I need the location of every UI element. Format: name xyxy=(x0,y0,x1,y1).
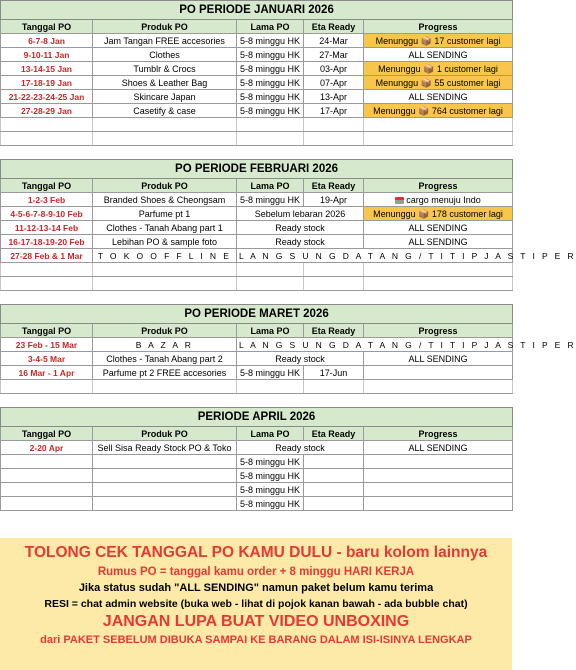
po-date: 13-14-15 Jan xyxy=(1,62,93,76)
lama-po: 5-8 minggu HK xyxy=(237,193,304,207)
lama-po: 5-8 minggu HK xyxy=(237,34,304,48)
blank-row xyxy=(1,132,513,146)
lama-po: 5-8 minggu HK xyxy=(237,76,304,90)
product: Clothes - Tanah Abang part 1 xyxy=(93,221,237,235)
lama-po: 5-8 minggu HK xyxy=(237,48,304,62)
product: Casetify & case xyxy=(93,104,237,118)
eta-merged: Ready stock xyxy=(237,441,364,455)
notice-formula: Rumus PO = tanggal kamu order + 8 minggu HARI KERJA xyxy=(97,566,415,578)
eta-ready: 27-Mar xyxy=(304,48,364,62)
table-row xyxy=(1,221,513,235)
table-row xyxy=(1,193,513,207)
table-row xyxy=(1,455,513,469)
progress-status: ALL SENDING xyxy=(364,235,513,249)
lama-po: 5-8 minggu HK xyxy=(237,469,304,483)
header-row: Tanggal PO Produk PO Lama PO Eta Ready Progress xyxy=(1,179,513,193)
progress-status: ALL SENDING xyxy=(364,221,513,235)
progress-status: Menunggu 📦 764 customer lagi xyxy=(364,104,513,118)
progress-status: cargo menuju Indo xyxy=(364,193,513,207)
section-title-februari: PO PERIODE FEBRUARI 2026 xyxy=(1,160,513,179)
notice-resi: RESI = chat admin website (buka web - lihat di pojok kanan bawah - ada bubble chat) xyxy=(44,598,468,610)
notice-unboxing-detail: dari PAKET SEBELUM DIBUKA SAMPAI KE BARANG DALAM ISI-ISINYA LENGKAP xyxy=(40,634,472,646)
merged-note: L A N G S U N G D A T A N G / T I T I P J A S T I P E R xyxy=(237,338,513,352)
notice-status: Jika status sudah "ALL SENDING" namun paket belum kamu terima xyxy=(78,582,434,594)
po-date: 6-7-8 Jan xyxy=(1,34,93,48)
progress-status: ALL SENDING xyxy=(364,441,513,455)
notice-unboxing: JANGAN LUPA BUAT VIDEO UNBOXING xyxy=(102,613,410,630)
product: Tumblr & Crocs xyxy=(93,62,237,76)
progress-status: Menunggu 📦 1 customer lagi xyxy=(364,62,513,76)
eta-merged: Ready stock xyxy=(237,352,364,366)
table-row xyxy=(1,34,513,48)
product: Jam Tangan FREE accesories xyxy=(93,34,237,48)
product: Sell Sisa Ready Stock PO & Toko xyxy=(93,441,237,455)
table-row xyxy=(1,104,513,118)
header-row: Tanggal PO Produk PO Lama PO Eta Ready Progress xyxy=(1,324,513,338)
truck-icon xyxy=(395,197,404,204)
notice-footer xyxy=(0,538,512,670)
blank-row xyxy=(1,118,513,132)
table-row xyxy=(1,90,513,104)
lama-po: 5-8 minggu HK xyxy=(237,62,304,76)
product: Shoes & Leather Bag xyxy=(93,76,237,90)
table-row xyxy=(1,338,513,352)
product: Clothes xyxy=(93,48,237,62)
progress-status: ALL SENDING xyxy=(364,352,513,366)
eta-merged: Sebelum lebaran 2026 xyxy=(237,207,364,221)
blank-row xyxy=(1,380,513,394)
po-date: 16 Mar - 1 Apr xyxy=(1,366,93,380)
product: Skincare Japan xyxy=(93,90,237,104)
lama-po: 5-8 minggu HK xyxy=(237,90,304,104)
po-date: 4-5-6-7-8-9-10 Feb xyxy=(1,207,93,221)
table-row xyxy=(1,352,513,366)
product: B A Z A R xyxy=(93,338,237,352)
eta-ready: 03-Apr xyxy=(304,62,364,76)
merged-note: L A N G S U N G D A T A N G / T I T I P J A S T I P E R xyxy=(237,249,513,263)
po-date: 3-4-5 Mar xyxy=(1,352,93,366)
po-date: 9-10-11 Jan xyxy=(1,48,93,62)
po-date: 2-20 Apr xyxy=(1,441,93,455)
table-row xyxy=(1,483,513,497)
blank-row xyxy=(1,277,513,291)
po-date: 27-28-29 Jan xyxy=(1,104,93,118)
lama-po: 5-8 minggu HK xyxy=(237,497,304,511)
eta-ready: 13-Apr xyxy=(304,90,364,104)
table-row xyxy=(1,235,513,249)
po-date: 11-12-13-14 Feb xyxy=(1,221,93,235)
po-date: 16-17-18-19-20 Feb xyxy=(1,235,93,249)
eta-ready: 17-Apr xyxy=(304,104,364,118)
notice-check-date: TOLONG CEK TANGGAL PO KAMU DULU - baru kolom lainnya xyxy=(24,544,488,561)
table-row xyxy=(1,207,513,221)
eta-merged: Ready stock xyxy=(237,221,364,235)
po-date: 27-28 Feb & 1 Mar xyxy=(1,249,93,263)
po-date: 23 Feb - 15 Mar xyxy=(1,338,93,352)
section-title-januari: PO PERIODE JANUARI 2026 xyxy=(1,1,513,20)
table-row xyxy=(1,62,513,76)
progress-status: Menunggu 📦 17 customer lagi xyxy=(364,34,513,48)
section-title-april: PERIODE APRIL 2026 xyxy=(1,408,513,427)
product: Lebihan PO & sample foto xyxy=(93,235,237,249)
eta-ready: 07-Apr xyxy=(304,76,364,90)
eta-merged: Ready stock xyxy=(237,235,364,249)
table-row xyxy=(1,497,513,511)
eta-ready: 24-Mar xyxy=(304,34,364,48)
table-row xyxy=(1,366,513,380)
table-row xyxy=(1,441,513,455)
table-row xyxy=(1,76,513,90)
product: Clothes - Tanah Abang part 2 xyxy=(93,352,237,366)
po-date: 1-2-3 Feb xyxy=(1,193,93,207)
eta-ready: 17-Jun xyxy=(304,366,364,380)
table-row xyxy=(1,249,513,263)
lama-po: 5-8 minggu HK xyxy=(237,455,304,469)
progress-status: ALL SENDING xyxy=(364,48,513,62)
po-date: 21-22-23-24-25 Jan xyxy=(1,90,93,104)
progress-status: Menunggu 📦 178 customer lagi xyxy=(364,207,513,221)
product: Parfume pt 2 FREE accesories xyxy=(93,366,237,380)
section-title-maret: PO PERIODE MARET 2026 xyxy=(1,305,513,324)
header-row: Tanggal PO Produk PO Lama PO Eta Ready Progress xyxy=(1,20,513,34)
product: T O K O O F F L I N E xyxy=(93,249,237,263)
table-row xyxy=(1,48,513,62)
lama-po: 5-8 minggu HK xyxy=(237,366,304,380)
blank-row xyxy=(1,263,513,277)
header-row: Tanggal PO Produk PO Lama PO Eta Ready Progress xyxy=(1,427,513,441)
progress-status xyxy=(364,366,513,380)
product: Parfume pt 1 xyxy=(93,207,237,221)
lama-po: 5-8 minggu HK xyxy=(237,104,304,118)
table-row xyxy=(1,469,513,483)
progress-status: Menunggu 📦 55 customer lagi xyxy=(364,76,513,90)
lama-po: 5-8 minggu HK xyxy=(237,483,304,497)
po-date: 17-18-19 Jan xyxy=(1,76,93,90)
product: Branded Shoes & Cheongsam xyxy=(93,193,237,207)
progress-status: ALL SENDING xyxy=(364,90,513,104)
eta-ready: 19-Apr xyxy=(304,193,364,207)
